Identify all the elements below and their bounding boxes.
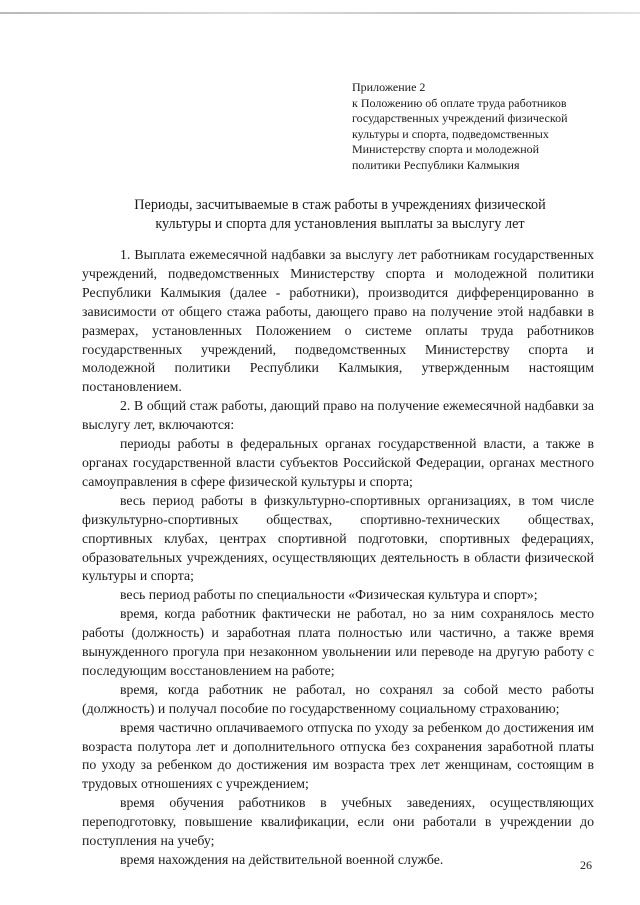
paragraph: время, когда работник фактически не работал, но за ним сохранялось место работы (должность) и заработная плата полностью или частично, а также время вынужденного прогула при незаконном увольнении или переводе на другую работу с последующим восстановлением на работе;: [82, 606, 594, 678]
paragraph: весь период работы по специальности «Физическая культура и спорт»;: [120, 587, 538, 603]
appendix-line: Министерству спорта и молодежной: [352, 142, 540, 157]
paragraph: время обучения работников в учебных заведениях, осуществляющих переподготовку, повышение квалификации, если они работали в учреждении до поступления на учебу;: [82, 795, 594, 849]
appendix-line: к Положению об оплате труда работников: [352, 95, 567, 110]
appendix-line: политики Республики Калмыкия: [352, 157, 520, 172]
scan-edge-line: [0, 12, 640, 14]
paragraph: время частично оплачиваемого отпуска по уходу за ребенком до достижения им возраста полутора лет и дополнительного отпуска без сохранения заработной платы по уходу за ребенком до достижения им возраста трех лет женщинам, состоящим в трудовых отношениях с учреждением;: [82, 719, 594, 792]
appendix-note: [352, 80, 602, 174]
title-line-1: Периоды, засчитываемые в стаж работы в учреждениях физической: [134, 197, 546, 213]
title-line-2: культуры и спорта для установления выплаты за выслугу лет: [155, 216, 525, 232]
appendix-line: Приложение 2: [352, 80, 426, 94]
paragraph: периоды работы в федеральных органах государственной власти, а также в органах государственной власти субъектов Российской Федерации, органах местного самоуправления в сфере физической культуры и спорта;: [82, 436, 594, 489]
paragraph: весь период работы в физкультурно-спортивных организациях, в том числе физкультурно-спортивных обществах, спортивно-технических обществах, спортивных клубах, центрах спортивной подготовки, спортивных федерациях, образовательных учреждениях, осуществляющих деятельность в области физической культуры и спорта;: [82, 492, 594, 584]
paragraph: 2. В общий стаж работы, дающий право на получение ежемесячной надбавки за выслугу лет, включаются:: [82, 398, 594, 433]
paragraph: время, когда работник не работал, но сохранял за собой место работы (должность) и получал пособие по государственному социальному страхованию;: [82, 681, 594, 716]
page-number: 26: [580, 858, 592, 872]
appendix-line: государственных учреждений физической: [352, 111, 568, 126]
appendix-line: культуры и спорта, подведомственных: [352, 126, 549, 141]
document-body: [82, 246, 594, 870]
document-title: [80, 196, 600, 234]
paragraph: время нахождения на действительной военной службе.: [120, 852, 444, 867]
paragraph: 1. Выплата ежемесячной надбавки за выслугу лет работникам государственных учреждений, подведомственных Министерству спорта и молодежной политики Республики Калмыкия (далее - работники), производится дифференцированно в зависимости от общего стажа работы, дающего право на получение этой надбавки в размерах, установленных Положением о системе оплаты труда работников государственных учреждений, подведомственных Министерству спорта и молодежной политики Республики Калмыкия, утвержденным настоящим постановлением.: [82, 247, 594, 395]
